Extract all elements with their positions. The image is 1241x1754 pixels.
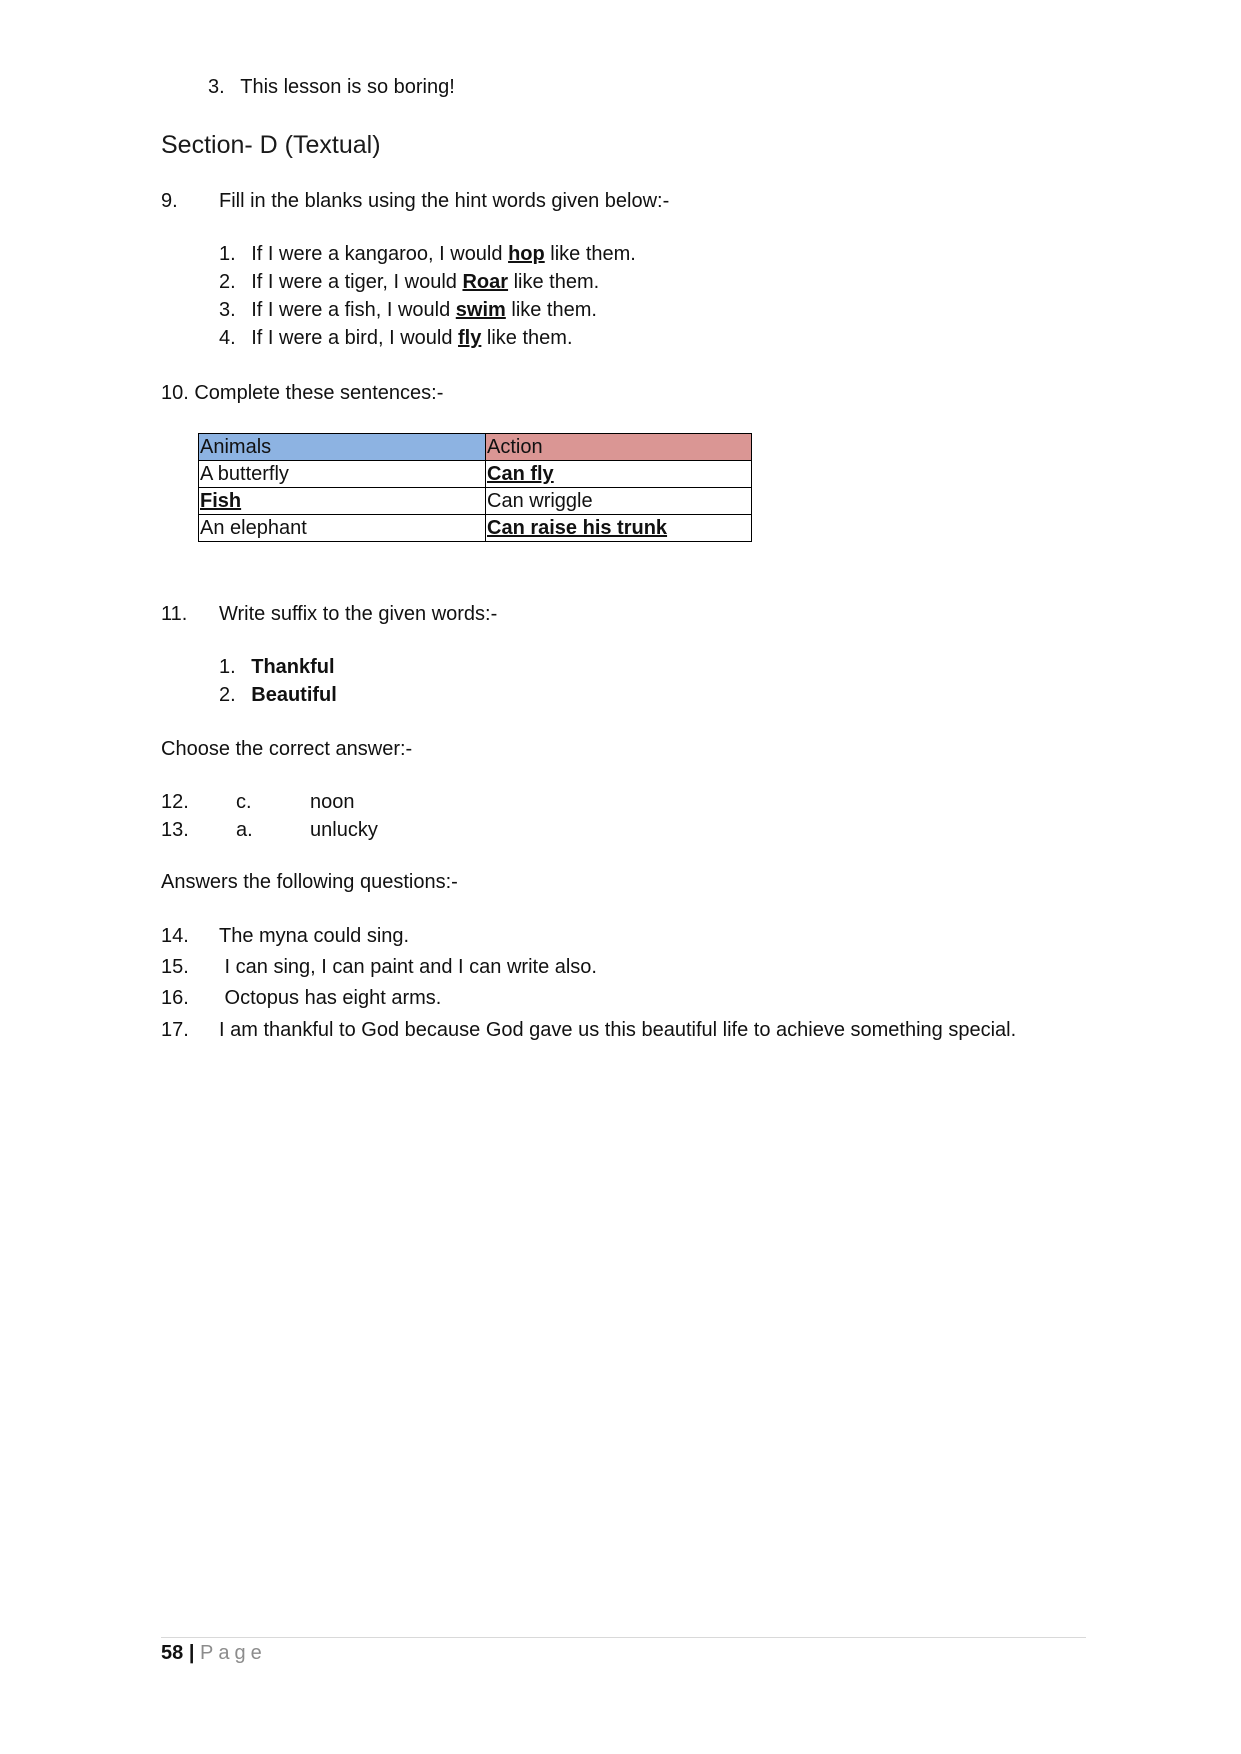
list-item [219,269,599,295]
question-prompt: Write suffix to the given words:- [219,603,498,625]
list-item [219,241,636,267]
option-letter: a. [236,819,253,841]
question-prompt: Answers the following questions:- [161,871,458,893]
list-item [161,817,378,843]
list-item [219,325,573,351]
list-item [219,654,335,680]
item-text: If I were a kangaroo, I would [251,243,509,265]
item-text: If I were a fish, I would [251,299,456,321]
item-text: like them. [508,271,600,293]
table-cell: Fish [199,488,486,515]
list-item [161,954,597,980]
item-number: 13. [161,819,189,841]
item-text: I am thankful to God because God gave us this beautiful life to achieve something special. [219,1019,1017,1041]
table-cell: Can fly [486,461,752,488]
item-number: 1. [219,243,236,265]
item-number: 15. [161,956,189,978]
list-item [161,1017,1016,1043]
item-text: like them. [481,327,573,349]
table-row [199,488,752,515]
section-title: Section- D (Textual) [161,131,381,159]
answer-word: hop [508,243,545,265]
item-number: 17. [161,1019,189,1041]
item-text: like them. [544,243,636,265]
item-text: like them. [505,299,597,321]
item-number: 3. [208,76,225,98]
item-number: 3. [219,299,236,321]
table-row [199,461,752,488]
table-row [199,515,752,542]
list-item [219,682,337,708]
page-footer [161,1640,267,1666]
table-cell: A butterfly [199,461,486,488]
list-item [219,297,597,323]
question-number: 11. [161,603,188,625]
item-text: I can sing, I can paint and I can write also. [219,956,597,978]
question-number: 9. [161,190,178,212]
table-cell: Can raise his trunk [486,515,752,542]
table-cell: Can wriggle [486,488,752,515]
item-number: 14. [161,925,189,947]
option-answer: noon [310,791,355,813]
item-text: Octopus has eight arms. [219,987,442,1009]
page-label: Page [199,1642,267,1664]
table-cell: An elephant [199,515,486,542]
item-number: 4. [219,327,236,349]
list-item [161,789,355,815]
item-text: If I were a bird, I would [251,327,459,349]
option-answer: unlucky [310,819,378,841]
answer-table [198,433,752,542]
footer-separator: | [188,1642,195,1664]
item-number: 2. [219,271,236,293]
item-number: 16. [161,987,189,1009]
page-number: 58 [161,1642,184,1664]
item-number: 1. [219,656,236,678]
answer-word: fly [458,327,482,349]
item-text: The myna could sing. [219,925,410,947]
question-prompt: Choose the correct answer:- [161,738,413,760]
question-prompt: 10. Complete these sentences:- [161,382,444,404]
item-number: 2. [219,684,236,706]
list-item [208,74,455,100]
item-text: Thankful [251,656,335,678]
answer-word: swim [455,299,506,321]
item-text: This lesson is so boring! [240,76,455,98]
answer-word: Roar [462,271,509,293]
item-number: 12. [161,791,189,813]
item-text: If I were a tiger, I would [251,271,463,293]
column-header-action: Action [486,434,752,461]
column-header-animals: Animals [199,434,486,461]
table-header-row [199,434,752,461]
option-letter: c. [236,791,252,813]
footer-divider [161,1637,1086,1638]
question-prompt: Fill in the blanks using the hint words given below:- [219,190,670,212]
item-text: Beautiful [251,684,337,706]
list-item [161,923,409,949]
list-item [161,985,441,1011]
